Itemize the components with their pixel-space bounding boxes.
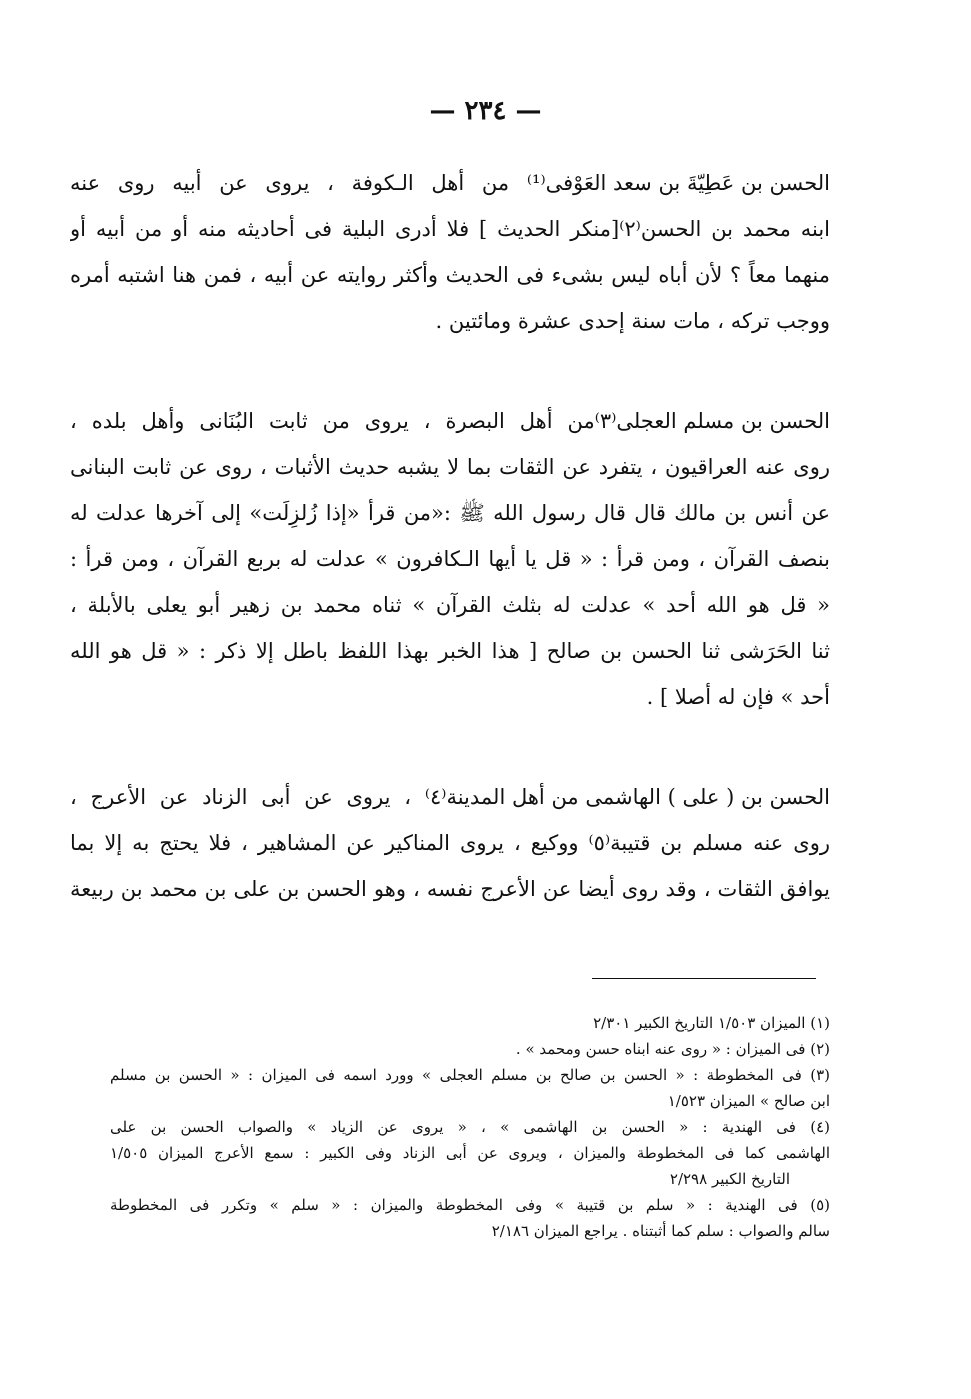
entry-hasan-ibn-atiyya (70, 160, 830, 344)
footnote-4-continued: التاريخ الكبير ٢/٢٩٨ (669, 1170, 790, 1188)
text-line (70, 774, 830, 820)
footnote-5-continued: سالم والصواب : سلم كما أثبتناه . يراجع الميزان ٢/١٨٦ (491, 1222, 830, 1240)
entry-heading: الحسن بن ( على ) الهاشمى من أهل المدينة⁽٤⁾ (425, 774, 830, 820)
footnote-divider (592, 978, 816, 979)
footnote-2: (٢) فى الميزان : « روى عنه ابناه حسن ومحمد » . (515, 1040, 830, 1058)
footnote-4: (٤) فى الهندية : « الحسن بن الهاشمى » ، « يروى عن الزياد » والصواب الحسن بن على (110, 1118, 830, 1136)
text-line: روى عنه العراقيون ، يتفرد عن الثقات بما لا يشبه حديث الأثبات ، روى عن ثابت البنانى (70, 455, 830, 479)
text-line: « قل هو الله أحد » عدلت له بثلث القرآن » ثناه محمد بن زهير أبو يعلى بالأبلة ، (70, 593, 830, 617)
text-line: عن أنس بن مالك قال قال رسول الله ﷺ :«من قرأ «إذا زُلزِلَت» إلى آخرها عدلت له (70, 501, 830, 525)
text-line (70, 398, 830, 444)
page-number: — ٢٣٤ — (429, 96, 542, 126)
entry-text: من أهل الـكوفة ، يروى عن أبيه روى عنه (70, 171, 527, 195)
footnote-1: (١) الميزان ١/٥٠٣ التاريخ الكبير ٢/٣٠١ (593, 1014, 830, 1032)
footnote-3: (٣) فى المخطوطة : « الحسن بن صالح بن مسلم العجلى » وورد اسمه فى الميزان : « الحسن بن مسلم (110, 1066, 830, 1084)
footnote-3-continued: ابن صالح » الميزان ١/٥٢٣ (667, 1092, 830, 1110)
entry-text: من أهل البصرة ، يروى من ثابت البُنَانى وأهل بلده ، (70, 409, 595, 433)
text-line: يوافق الثقات ، وقد روى أيضا عن الأعرج نفسه ، وهو الحسن بن على بن محمد بن ربيعة (70, 877, 830, 901)
footnote-4-continued: الهاشمى كما فى المخطوطة والميزان ، ويروى عن أبى الزناد وفى الكبير : سمع الأعرج الميزان ١/٥٠٥ (110, 1144, 830, 1162)
entry-text: ، يروى عن أبى الزناد عن الأعرج ، (70, 785, 425, 809)
text-line: ابنه محمد بن الحسن⁽٢⁾[منكر الحديث ] فلا أدرى البلية فى أحاديثه منه أو من أبيه أو (70, 217, 830, 241)
entry-hasan-ibn-ali-hashimi (70, 774, 830, 912)
text-line: ووجب تركه ، مات سنة إحدى عشرة ومائتين . (435, 309, 830, 333)
text-line: بنصف القرآن ، ومن قرأ : « قل يا أيها الـكافرون » عدلت له بربع القرآن ، ومن قرأ : (70, 547, 830, 571)
text-line (70, 160, 830, 206)
entry-heading: الحسن بن عَطِيّةَ بن سعد العَوْفى⁽¹⁾ (527, 160, 830, 206)
text-line: روى عنه مسلم بن قتيبة⁽٥⁾ ووكيع ، يروى المناكير عن المشاهير ، فلا يحتج به إلا بما (70, 831, 830, 855)
entry-hasan-ibn-muslim (70, 398, 830, 720)
footnote-5: (٥) فى الهندية : « سلم بن قتيبة » وفى المخطوطة والميزان : « سلم » وتكرر فى المخطوطة (110, 1196, 830, 1214)
text-line: ثنا الحَرَشى ثنا الحسن بن صالح [ هذا الخبر بهذا اللفظ باطل إلا ذكر : « قل هو الله (70, 639, 830, 663)
footnotes (110, 1010, 830, 1244)
text-line: أحد » فإن له أصلا ] . (646, 685, 830, 709)
text-line: منهما معاً ؟ لأن أباه ليس بشىء فى الحديث وأكثر روايته عن أبيه ، فمن هنا اشتبه أمره (70, 263, 830, 287)
entry-heading: الحسن بن مسلم العجلى⁽٣⁾ (595, 398, 830, 444)
